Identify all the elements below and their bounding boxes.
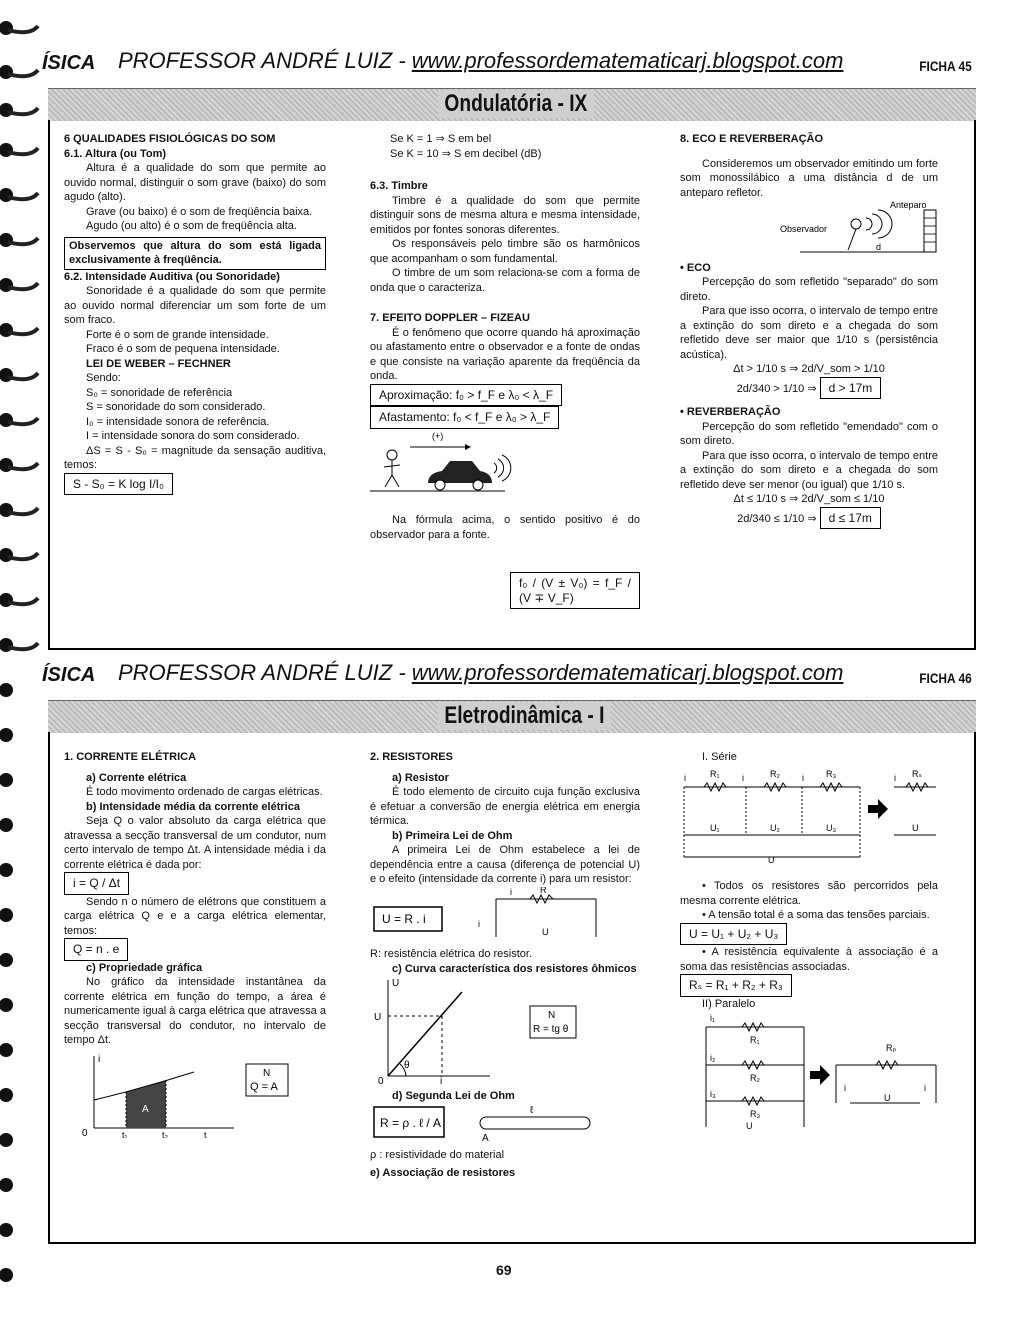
- area-label: A: [482, 1133, 489, 1143]
- r-tan-theta: R = tg θ: [533, 1024, 569, 1035]
- numeric-mark: N: [548, 1010, 556, 1021]
- distance-label: d: [876, 242, 882, 252]
- formula: 2d/340 ≤ 1/10 ⇒ d ≤ 17m: [680, 507, 938, 530]
- wall-label: Anteparo: [890, 200, 927, 210]
- doppler-formula: f₀ / (V ± V₀) = f_F / (V ∓ V_F): [510, 572, 640, 609]
- subheading: b) Intensidade média da corrente elétrica: [86, 800, 300, 813]
- subheading: 6.2. Intensidade Auditiva (ou Sonoridade): [64, 270, 280, 283]
- paragraph: Sendo n o número de elétrons que constituem a carga elétrica Q e e a carga elétrica elementar, temos:: [64, 895, 326, 937]
- paragraph: É o fenômeno que ocorre quando há aproximação ou afastamento entre o observador e a fonte de ondas e que consiste na variação aparente da freqüência da onda.: [370, 326, 640, 382]
- ohmic-curve-graph: [370, 976, 640, 1084]
- formula-box: Rₛ = R₁ + R₂ + R₃: [680, 974, 938, 997]
- ficha-header: [40, 656, 976, 696]
- observer-label: Observador: [780, 224, 828, 234]
- title-banner: [48, 88, 976, 121]
- formula: 2d/340 > 1/10 ⇒ d > 17m: [680, 377, 938, 400]
- i-label: i: [924, 1083, 926, 1093]
- u-label: U: [884, 1093, 891, 1103]
- doppler-illustration: [370, 429, 640, 503]
- i3-label: i₃: [710, 1089, 716, 1099]
- u2-label: U₂: [770, 822, 780, 833]
- paragraph: ρ : resistividade do material: [370, 1148, 505, 1161]
- length-label: ℓ: [530, 1105, 534, 1116]
- positive-sign: (+): [432, 430, 444, 441]
- paragraph: Para que isso ocorra, o intervalo de tempo entre a extinção do som direto e a chegada do som refletido deve ser menor (ou igual) que 1/10 s.: [680, 449, 938, 491]
- ficha-number: FICHA 45: [919, 58, 972, 74]
- subheading: II) Paralelo: [702, 997, 756, 1010]
- voltage-label: U: [542, 926, 549, 937]
- formula-box: U = U₁ + U₂ + U₃: [680, 923, 938, 946]
- ficha-46: [40, 656, 976, 1256]
- angle-theta: θ: [404, 1060, 410, 1071]
- author-line: PROFESSOR ANDRÉ LUIZ - www.professordematematicarj.blogspot.com: [118, 660, 844, 685]
- formula-box: Q = n . e: [64, 938, 326, 961]
- paragraph: Fraco é o som de pequena intensidade.: [86, 343, 280, 355]
- heading: 2. RESISTORES: [370, 751, 453, 763]
- subheading: b) Primeira Lei de Ohm: [392, 829, 513, 842]
- paragraph: • A tensão total é a soma das tensões parciais.: [702, 909, 930, 921]
- result-box: d > 17m: [820, 377, 882, 400]
- paragraph: • A resistência equivalente à associação é a soma das resistências associadas.: [680, 946, 938, 973]
- echo-diagram: [680, 200, 938, 256]
- formula: Δt ≤ 1/10 s ⇒ 2d/V_som ≤ 1/10: [733, 493, 885, 505]
- paragraph: Os responsáveis pelo timbre são os harmônicos que acompanham o som fundamental.: [370, 238, 640, 265]
- section-title: Eletrodinâmica - I: [438, 702, 611, 730]
- subheading: c) Curva característica dos resistores ôhmicos: [392, 962, 637, 975]
- area-label: A: [142, 1103, 149, 1115]
- paragraph: Percepção do som refletido "separado" do som direto.: [680, 276, 938, 303]
- tick-t2: t₂: [162, 1129, 168, 1138]
- content-box: [48, 120, 976, 650]
- subheading: a) Corrente elétrica: [86, 771, 187, 784]
- subheading: • ECO: [680, 261, 711, 274]
- column-left: [64, 750, 326, 1142]
- rs-label: Rₛ: [912, 768, 922, 779]
- subheading: 6.3. Timbre: [370, 180, 428, 192]
- paragraph: • Todos os resistores são percorridos pela mesma corrente elétrica.: [680, 880, 938, 907]
- paragraph: Seja Q o valor absoluto da carga elétrica que atravessa a secção transversal de um condutor, num certo intervalo de tempo Δt. A intensidade média i da corrente elétrica é dada por:: [64, 815, 326, 871]
- content-box: [48, 732, 976, 1244]
- ohm-formula: U = R . i: [382, 911, 426, 926]
- r2-label: R₂: [750, 1073, 760, 1083]
- u3-label: U₃: [826, 822, 837, 833]
- i-label: i: [894, 772, 896, 783]
- paragraph: Agudo (ou alto) é o som de freqüência alta.: [86, 220, 297, 232]
- numeric-mark: N: [263, 1067, 271, 1079]
- subject-tag: ÍSICA: [42, 664, 96, 686]
- series-circuit: [680, 765, 938, 875]
- resistance-formula: R = ρ . ℓ / A: [380, 1116, 442, 1130]
- result-box: d ≤ 17m: [820, 507, 881, 530]
- i2-label: i₂: [710, 1053, 716, 1063]
- i-label: i: [742, 772, 744, 783]
- subheading: d) Segunda Lei de Ohm: [392, 1089, 515, 1102]
- subheading: a) Resistor: [392, 771, 449, 784]
- ficha-45: [40, 44, 976, 650]
- subheading: I. Série: [702, 751, 737, 763]
- subheading: e) Associação de resistores: [370, 1167, 516, 1179]
- i-label: i: [844, 1083, 846, 1093]
- subheading: • REVERBERAÇÃO: [680, 406, 781, 418]
- heading: 6 QUALIDADES FISIOLÓGICAS DO SOM: [64, 133, 276, 145]
- paragraph: É todo elemento de circuito cuja função exclusiva é efetuar a conversão de energia elétrica em energia térmica.: [370, 786, 640, 827]
- paragraph: Grave (ou baixo) é o som de freqüência baixa.: [86, 205, 313, 218]
- paragraph: O timbre de um som relaciona-se com a forma de onda que o caracteriza.: [370, 267, 640, 294]
- formula-box: Aproximação: f₀ > f_F e λ₀ < λ_F: [370, 384, 640, 407]
- paragraph: Sonoridade é a qualidade do som que permite ao ouvido normal diferenciar um som forte de um som fraco.: [64, 285, 326, 326]
- origin: 0: [82, 1127, 88, 1138]
- paragraph: A primeira Lei de Ohm estabelece a lei de dependência entre a causa (diferença de potencial U) e o efeito (intensidade da corrente i) para um resistor:: [370, 844, 640, 885]
- paragraph: Percepção do som refletido "emendado" com o som direto.: [680, 420, 938, 447]
- r1-label: R₁: [710, 768, 720, 779]
- column-middle: [370, 132, 640, 605]
- i-label: i: [802, 772, 804, 783]
- u-label: U: [768, 854, 775, 865]
- heading: 7. EFEITO DOPPLER – FIZEAU: [370, 312, 530, 324]
- current-label: i: [510, 886, 512, 897]
- current-time-graph: [64, 1048, 326, 1138]
- ficha-number: FICHA 46: [919, 670, 972, 686]
- column-right: [680, 132, 938, 529]
- definition: S₀ = sonoridade de referência: [86, 386, 233, 399]
- u-label: U: [746, 1121, 753, 1131]
- r1-label: R₁: [750, 1035, 760, 1045]
- resistor-label: R: [540, 886, 547, 895]
- author-line: PROFESSOR ANDRÉ LUIZ - www.professordematematicarj.blogspot.com: [118, 48, 844, 73]
- paragraph: Timbre é a qualidade do som que permite distinguir sons de mesma altura e mesma intensidade, emitidos por fontes sonoras diferentes.: [370, 194, 640, 236]
- definition: I = intensidade sonora do som considerado.: [86, 430, 300, 442]
- paragraph: Se K = 10 ⇒ S em decibel (dB): [390, 147, 542, 160]
- tick-t1: t₁: [122, 1129, 128, 1138]
- definition: I₀ = intensidade sonora de referência.: [86, 415, 270, 428]
- tick-u: U: [374, 1012, 382, 1023]
- origin: 0: [378, 1076, 384, 1084]
- second-ohm-law: [370, 1103, 640, 1143]
- law-name: LEI DE WEBER – FECHNER: [86, 357, 231, 370]
- formula-box: i = Q / Δt: [64, 872, 326, 895]
- note-box: Observemos que altura do som está ligada exclusivamente à freqüência.: [64, 237, 326, 270]
- blog-url: www.professordematematicarj.blogspot.com: [411, 660, 844, 685]
- tick-i: i: [440, 1076, 443, 1084]
- subheading: c) Propriedade gráfica: [86, 961, 203, 974]
- subheading: 6.1. Altura (ou Tom): [64, 147, 167, 160]
- r3-label: R₃: [826, 768, 837, 779]
- paragraph: Na fórmula acima, o sentido positivo é do observador para a fonte.: [370, 514, 640, 541]
- heading: 8. ECO E REVERBERAÇÃO: [680, 133, 824, 145]
- paragraph: Para que isso ocorra, o intervalo de tempo entre a extinção do som direto e a chegada do som refletido deve ser maior que 1/10 s (persistência acústica).: [680, 305, 938, 361]
- paragraph: Altura é a qualidade do som que permite ao ouvido normal, distinguir o som grave (baixo) do som agudo (alto).: [64, 162, 326, 203]
- column-right: [680, 750, 938, 1136]
- paragraph: Consideremos um observador emitindo um forte som monossilábico a uma distância d de um anteparo refletor.: [680, 157, 938, 199]
- paragraph: Forte é o som de grande intensidade.: [86, 328, 269, 341]
- section-title: Ondulatória - IX: [438, 90, 594, 118]
- i-label: i: [684, 772, 686, 783]
- column-left: [64, 132, 326, 495]
- r2-label: R₂: [770, 768, 780, 779]
- i1-label: i₁: [710, 1013, 716, 1023]
- definition: S = sonoridade do som considerado.: [86, 401, 266, 413]
- axis-t: t: [204, 1129, 207, 1138]
- axis-u: U: [392, 978, 400, 989]
- formula: Δt > 1/10 s ⇒ 2d/V_som > 1/10: [733, 363, 885, 375]
- paragraph: Sendo:: [86, 372, 121, 384]
- formula-box: S - S₀ = K log I/I₀: [64, 473, 326, 496]
- u-label: U: [912, 822, 919, 833]
- subject-tag: ÍSICA: [42, 52, 96, 74]
- r3-label: R₃: [750, 1109, 761, 1119]
- paragraph: No gráfico da intensidade instantânea da corrente elétrica em função do tempo, a área é numericamente igual à carga elétrica que atravessa a secção transversal do condutor, no intervalo de tempo Δt.: [64, 976, 326, 1046]
- ohm-circuit: [370, 887, 640, 943]
- ficha-header: [40, 44, 976, 84]
- current-label: i: [478, 918, 480, 929]
- paragraph: R: resistência elétrica do resistor.: [370, 948, 533, 960]
- rp-label: Rₚ: [886, 1043, 897, 1053]
- page-number: 69: [496, 1262, 512, 1278]
- column-middle: [370, 750, 640, 1181]
- heading: 1. CORRENTE ELÉTRICA: [64, 751, 197, 763]
- spiral-binding: [0, 0, 44, 1339]
- paragraph: É todo movimento ordenado de cargas elétricas.: [86, 786, 323, 798]
- blog-url: www.professordematematicarj.blogspot.com: [411, 48, 844, 73]
- u1-label: U₁: [710, 822, 720, 833]
- title-banner: [48, 700, 976, 733]
- q-equals-a: Q = A: [250, 1080, 278, 1093]
- formula-box: Afastamento: f₀ < f_F e λ₀ > λ_F: [370, 406, 640, 429]
- paragraph: Se K = 1 ⇒ S em bel: [390, 133, 492, 145]
- definition: ΔS = S - S₀ = magnitude da sensação auditiva, temos:: [64, 444, 326, 471]
- axis-i: i: [98, 1053, 101, 1065]
- parallel-circuit: [680, 1011, 938, 1131]
